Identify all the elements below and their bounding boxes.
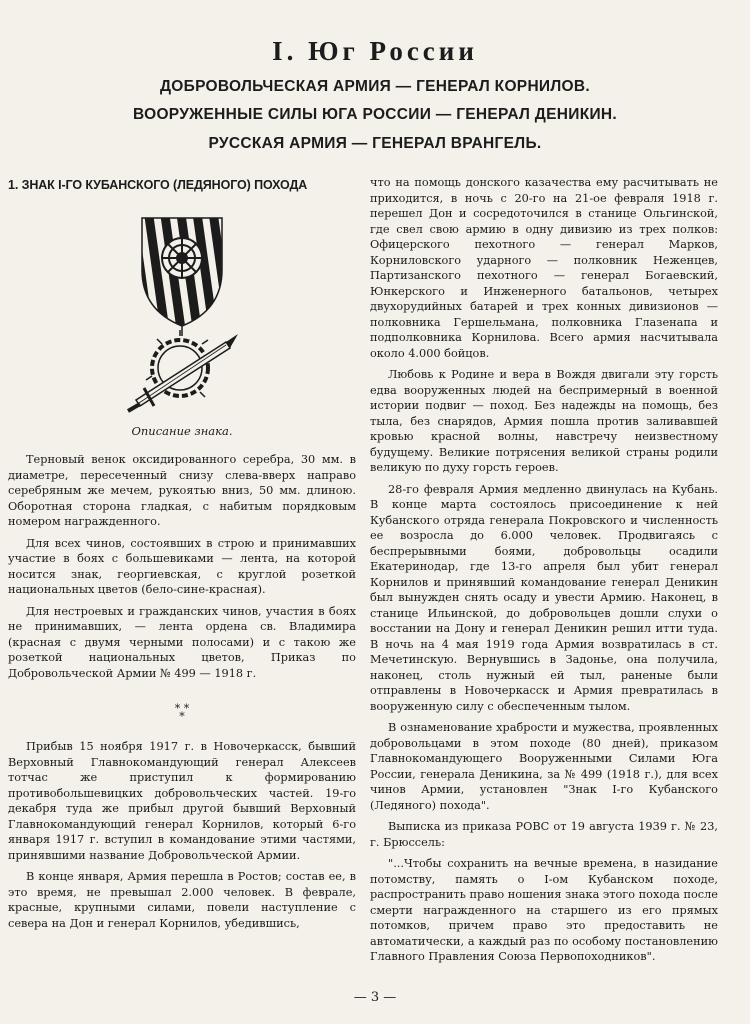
left-column — [8, 178, 356, 937]
section-heading: 1. ЗНАК I-ГО КУБАНСКОГО (ЛЕДЯНОГО) ПОХОДА — [8, 178, 308, 192]
page-number: — 3 — — [353, 990, 397, 1005]
page-title: I. Юг России — [272, 36, 478, 66]
right-column — [370, 175, 718, 971]
quote-paragraph: "...Чтобы сохранить на вечные времена, в назидание потомству, память о I-ом Кубанском походе, распространить право ношения знака этого похода после смерти награжденного на старшего из его прямых потомков, причем право это предоставить не автоматически, а каждый раз по особому постановлению Главного Правления Союза Первопоходников". — [370, 857, 718, 963]
medal-caption: Описание знака. — [131, 424, 233, 438]
stars-text: * * * — [174, 702, 190, 723]
paragraph: Прибыв 15 ноября 1917 г. в Новочеркасск, бывший Верховный Главнокомандующий генерал Алексеев тотчас же приступил к формированию противобольшевицких добровольческих частей. 19-го декабря туда же прибыл другой бывший Верховный Главнокомандующий генерал Корнилов, который 6-го января 1917 г. вступил в командование этими частями, принявшими название Добровольческой Армии. — [8, 740, 356, 862]
paragraph: 28-го февраля Армия медленно двинулась на Кубань. В конце марта состоялось присоединение к ней Кубанского отряда генерала Покровского и численность ее возросла до 6.000 человек. Продвигаясь с беспрерывными боями, добровольцы осадили Екатеринодар, где 13-го апреля был убит генерал Корнилов и принявший командование генерал Деникин был вынужден снять осаду и увести Армию. Наконец, в станице Ильинской, до добровольцев дошли слухи о восстании на Дону и генерал Деникин решил итти туда. В ночь на 4 мая 1919 года Армия возвратилась в ст. Мечетинскую. Вернувшись в Задонье, она получила, наконец, столь нужный ей тыл, раненые были отправлены в Новочеркасск и Армия превратилась в вооруженную силу с обеспеченным тылом. — [370, 482, 718, 713]
paragraph: В ознаменование храбрости и мужества, проявленных добровольцами в этом походе (80 дней), приказом Главнокомандующего Вооруженными Силами Юга России, генерала Деникина, за № 499 (1918 г.), для всех чинов Армии, установлен "Знак I-го Кубанского (Ледяного) похода". — [370, 721, 718, 812]
section-divider-stars — [8, 702, 356, 723]
medal-illustration — [122, 208, 242, 414]
paragraph: Любовь к Родине и вера в Вождя двигали эту горсть едва вооруженных людей на беспримерный в военной истории подвиг — поход. Без надежды на помощь, без тыла, без снарядов, Армия пошла против заливавшей кровью красной волны, навстречу неизвестному будущему. Великие потрясения великой страны родили великую по духу горсть героев. — [370, 368, 718, 474]
paragraph: Терновый венок оксидированного серебра, 30 мм. в диаметре, пересеченный снизу слева-вверх направо серебряным же мечем, рукоятью вниз, 50 мм. длиною. Оборотная сторона гладкая, с набитым порядковым номером награжденного. — [8, 453, 356, 528]
subtitle-volunteer-army: ДОБРОВОЛЬЧЕСКАЯ АРМИЯ — ГЕНЕРАЛ КОРНИЛОВ. — [159, 78, 591, 95]
paragraph: Для всех чинов, состоявших в строю и принимавших участие в боях с большевиками — лента, на которой носится знак, георгиевская, с круглой розеткой национальных цветов (бело-сине-красная). — [8, 536, 356, 596]
subtitle-armed-forces-south: ВООРУЖЕННЫЕ СИЛЫ ЮГА РОССИИ — ГЕНЕРАЛ ДЕНИКИН. — [132, 106, 618, 123]
paragraph: Для нестроевых и гражданских чинов, участия в боях не принимавших, — лента ордена св. Владимира (красная с двумя черными полосами) и с такою же розеткой национальных цветов, Приказ по Добровольческой Армии № 499 — 1918 г. — [8, 604, 356, 680]
rosette-icon — [162, 238, 202, 278]
paragraph: В конце января, Армия перешла в Ростов; состав ее, в это время, не превышал 2.000 человек. В феврале, красные, крупными силами, повели наступление с севера на Дон и генерал Корнилов, убедившись, — [8, 870, 356, 930]
paragraph: что на помощь донского казачества ему расчитывать не приходится, в ночь с 20-го на 21-ое февраля 1918 г. перешел Дон и сосредоточился в станице Ольгинской, где свел свою армию в одну дивизию из трех полков: Офицерского пехотного — генерал Марков, Корниловского ударного — полковник Неженцев, Партизанского пехотного — генерал Богаевский, Юнкерского и Инженерного батальонов, четырех двухорудийных батарей и трех конных дивизионов — полковника Гершельмана, полковника Глазенапа и подполковника Корнилова. Всего армия насчитывала около 4.000 бойцов. — [370, 176, 718, 360]
paragraph: Выписка из приказа РОВС от 19 августа 1939 г. № 23, г. Брюссель: — [370, 820, 718, 849]
subtitle-russian-army: РУССКАЯ АРМИЯ — ГЕНЕРАЛ ВРАНГЕЛЬ. — [208, 135, 542, 152]
